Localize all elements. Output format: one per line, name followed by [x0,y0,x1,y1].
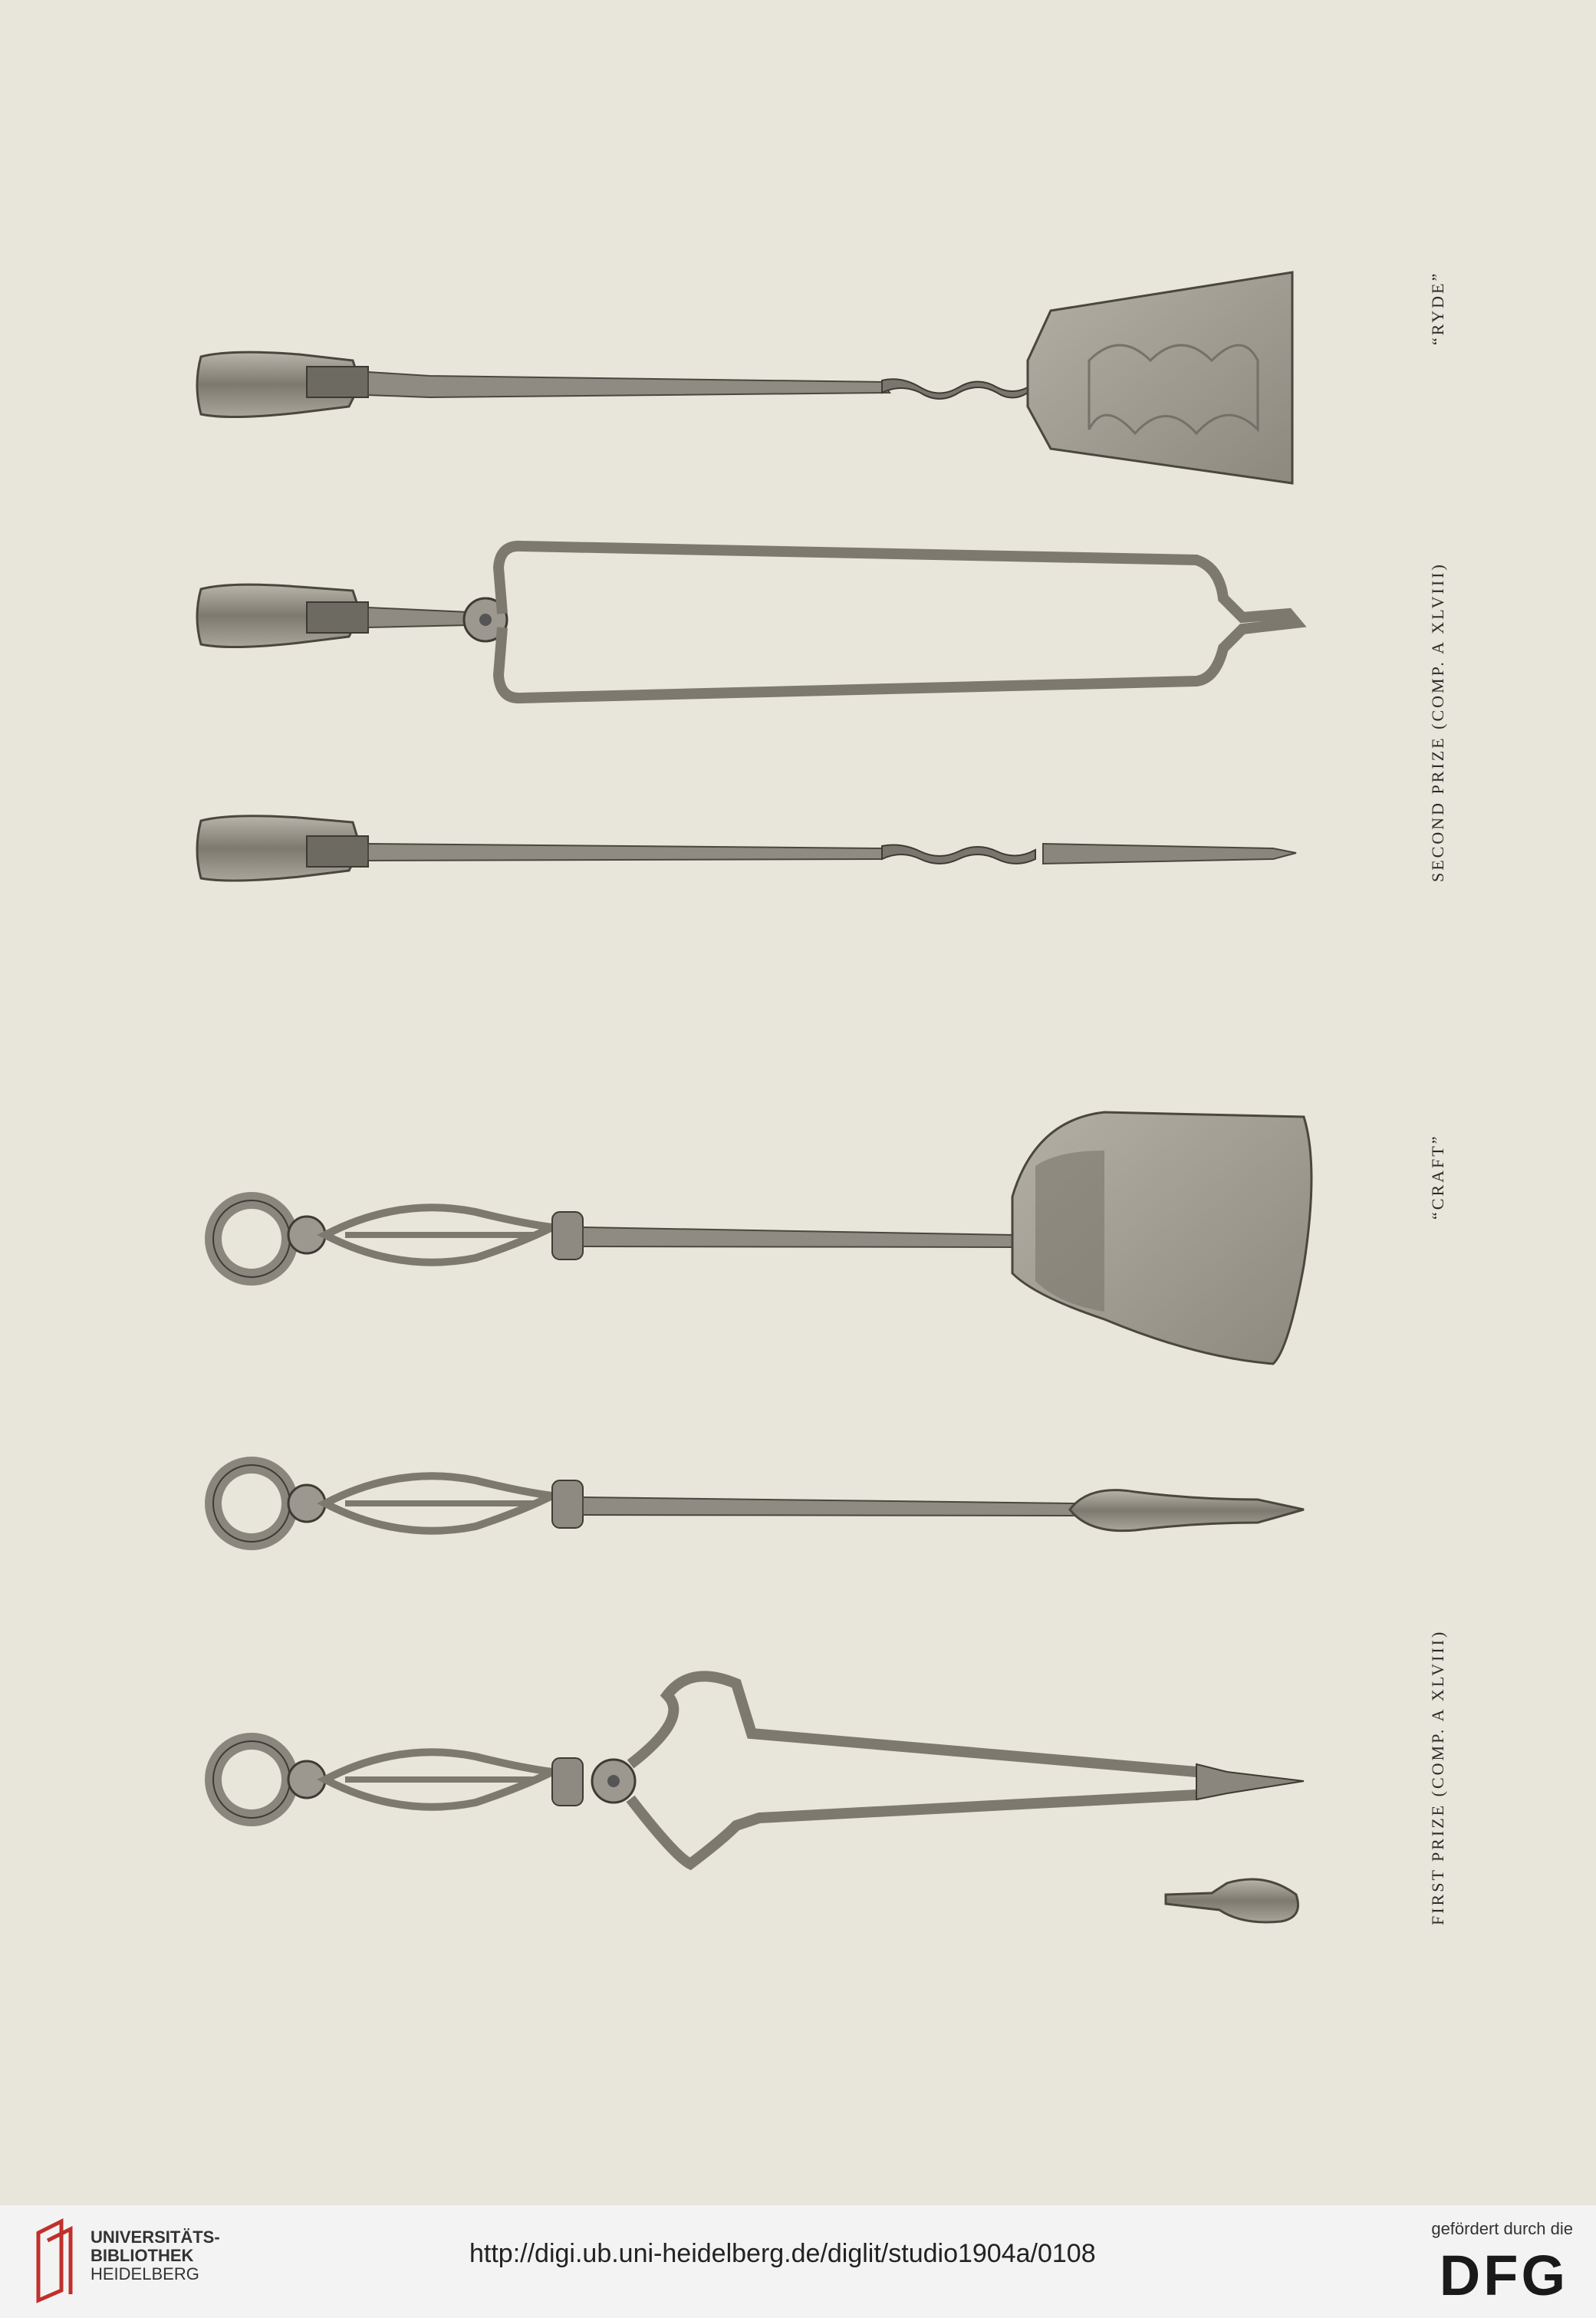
library-name [90,2228,220,2283]
craft-shovel [213,1112,1311,1364]
digitization-footer [0,2205,1596,2318]
caption-second-prize: SECOND PRIZE (COMP. A XLVIII) [1428,562,1447,882]
ryde-tongs [197,546,1296,698]
ryde-poker [197,816,1296,881]
dfg-logo: DFG [1439,2244,1568,2307]
caption-craft: “CRAFT” [1428,1134,1447,1220]
funded-by-text: gefördert durch die [1431,2219,1573,2238]
craft-tongs [213,1676,1304,1922]
craft-poker [213,1465,1304,1542]
caption-first-prize: FIRST PRIZE (COMP. A XLVIII) [1428,1629,1447,1925]
ryde-shovel [197,272,1292,483]
library-logo-icon [31,2218,84,2303]
permalink-url[interactable]: http://digi.ub.uni-heidelberg.de/diglit/studio1904a/0108 [469,2239,1096,2268]
library-line3: HEIDELBERG [90,2264,199,2283]
library-line1: UNIVERSITÄTS- [90,2227,220,2247]
caption-ryde: “RYDE” [1428,271,1447,345]
library-line2: BIBLIOTHEK [90,2246,194,2265]
